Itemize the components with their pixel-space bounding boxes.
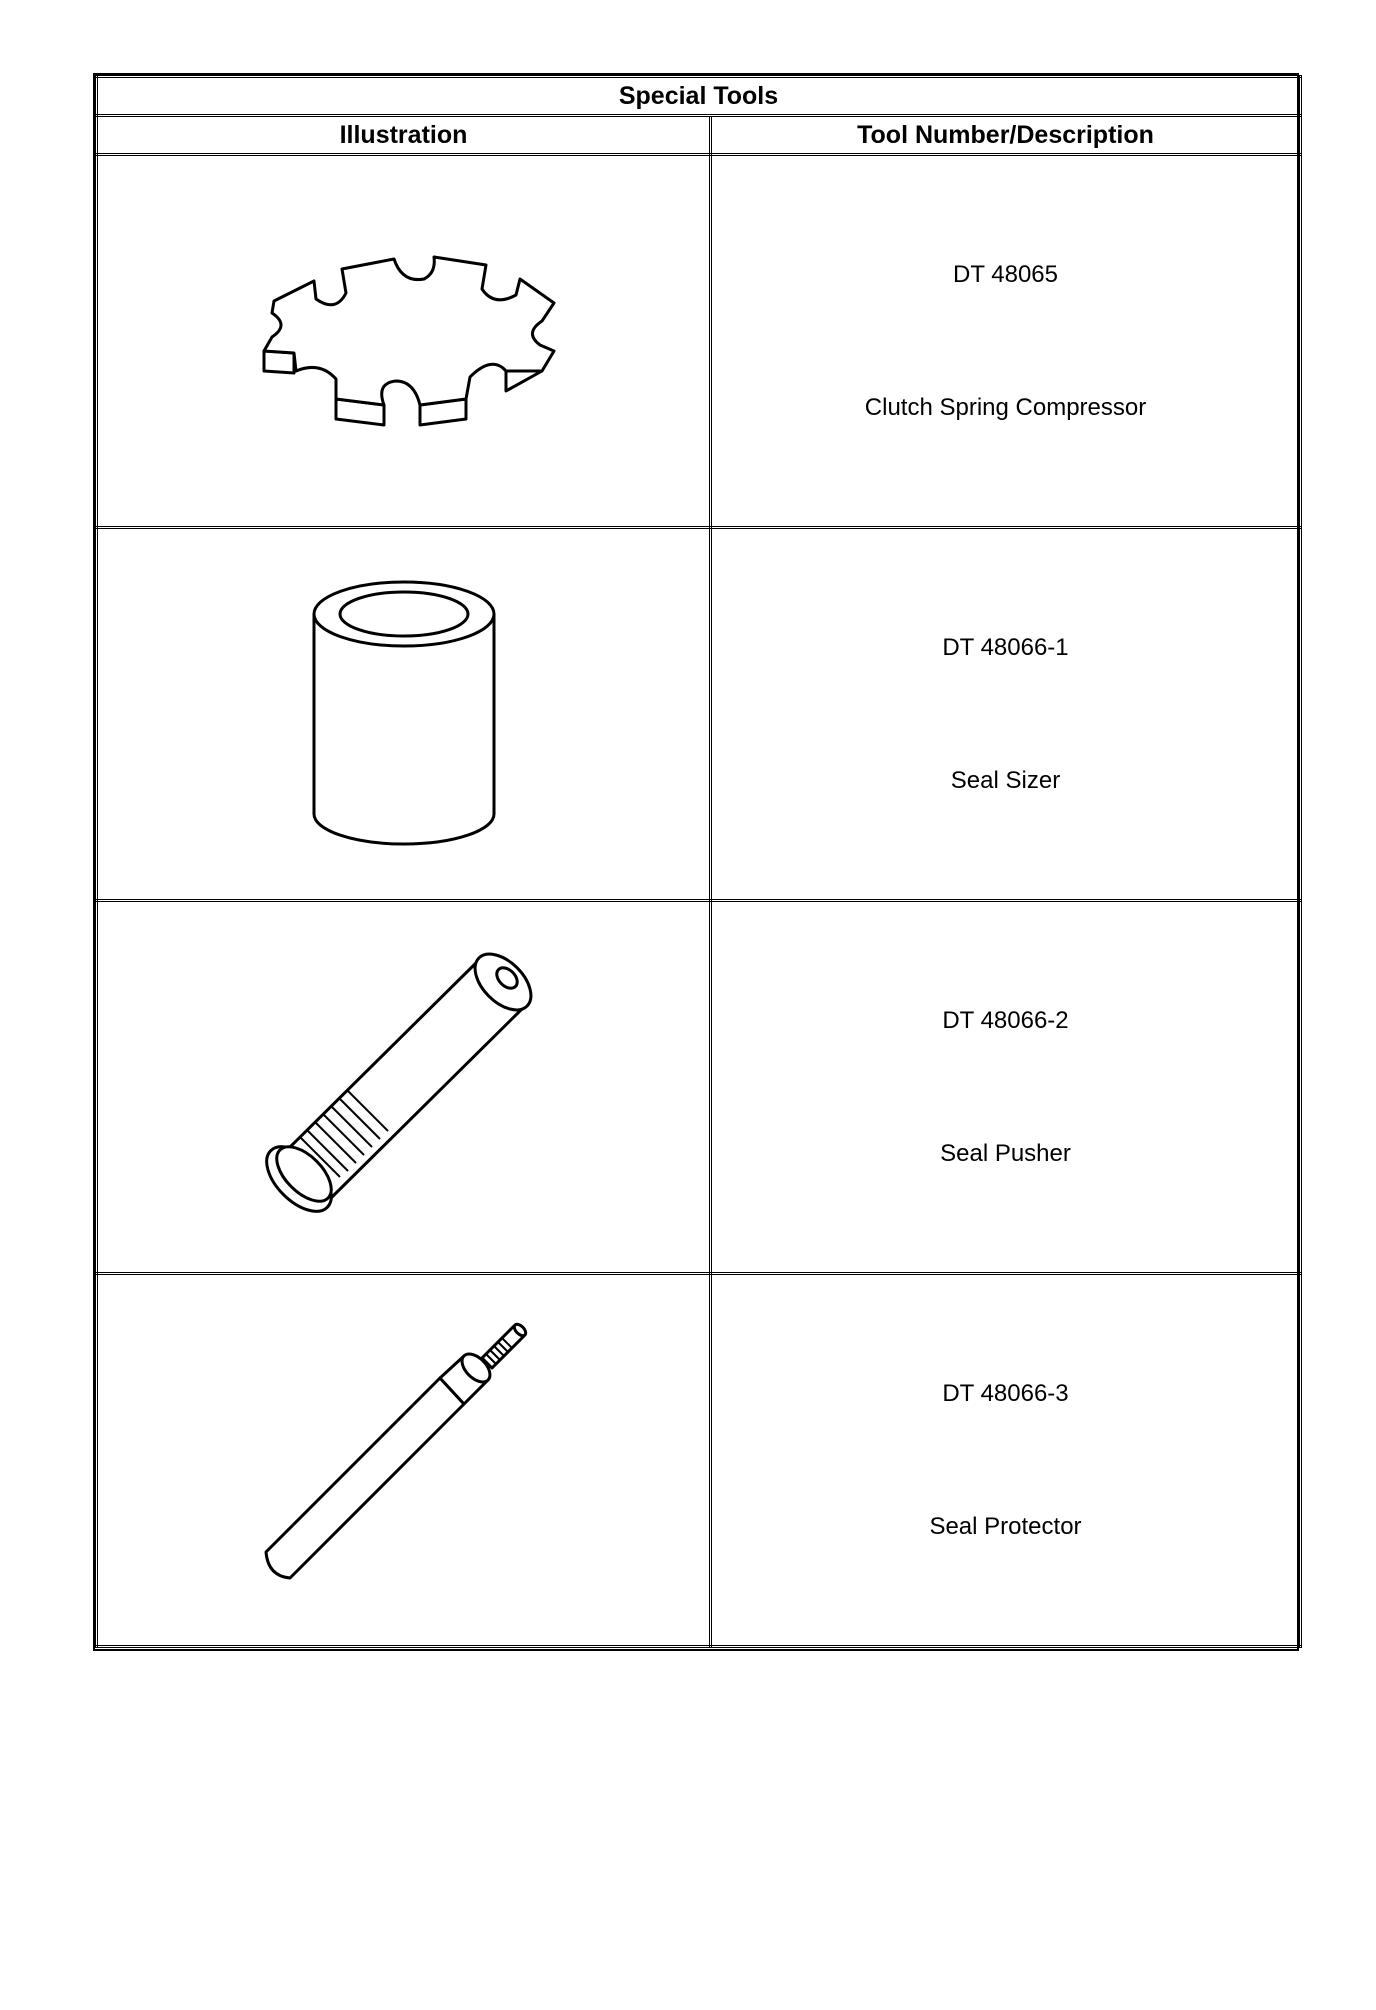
table-row <box>97 901 1301 1274</box>
clutch-spring-compressor-icon <box>224 221 584 461</box>
header-tool-description: Tool Number/Description <box>711 116 1301 155</box>
table-row <box>97 155 1301 528</box>
tool-name: Seal Protector <box>929 1512 1082 1540</box>
tool-name: Seal Sizer <box>950 766 1061 794</box>
description-cell <box>711 528 1301 901</box>
seal-protector-icon <box>244 1300 564 1620</box>
tool-number: DT 48065 <box>953 260 1058 288</box>
description-cell <box>711 155 1301 528</box>
illustration-cell <box>97 901 711 1274</box>
tool-number: DT 48066-3 <box>942 1379 1069 1407</box>
seal-sizer-icon <box>294 564 514 864</box>
seal-pusher-icon <box>244 927 564 1247</box>
tool-number: DT 48066-1 <box>942 633 1069 661</box>
special-tools-table <box>95 75 1302 1648</box>
description-cell <box>711 901 1301 1274</box>
illustration-cell <box>97 528 711 901</box>
tool-name: Clutch Spring Compressor <box>864 393 1147 421</box>
illustration-cell <box>97 155 711 528</box>
table-row <box>97 528 1301 901</box>
header-illustration: Illustration <box>97 116 711 155</box>
illustration-cell <box>97 1274 711 1647</box>
description-cell <box>711 1274 1301 1647</box>
table-title: Special Tools <box>97 77 1301 116</box>
table-row <box>97 1274 1301 1647</box>
tool-number: DT 48066-2 <box>942 1006 1069 1034</box>
tool-name: Seal Pusher <box>940 1139 1071 1167</box>
